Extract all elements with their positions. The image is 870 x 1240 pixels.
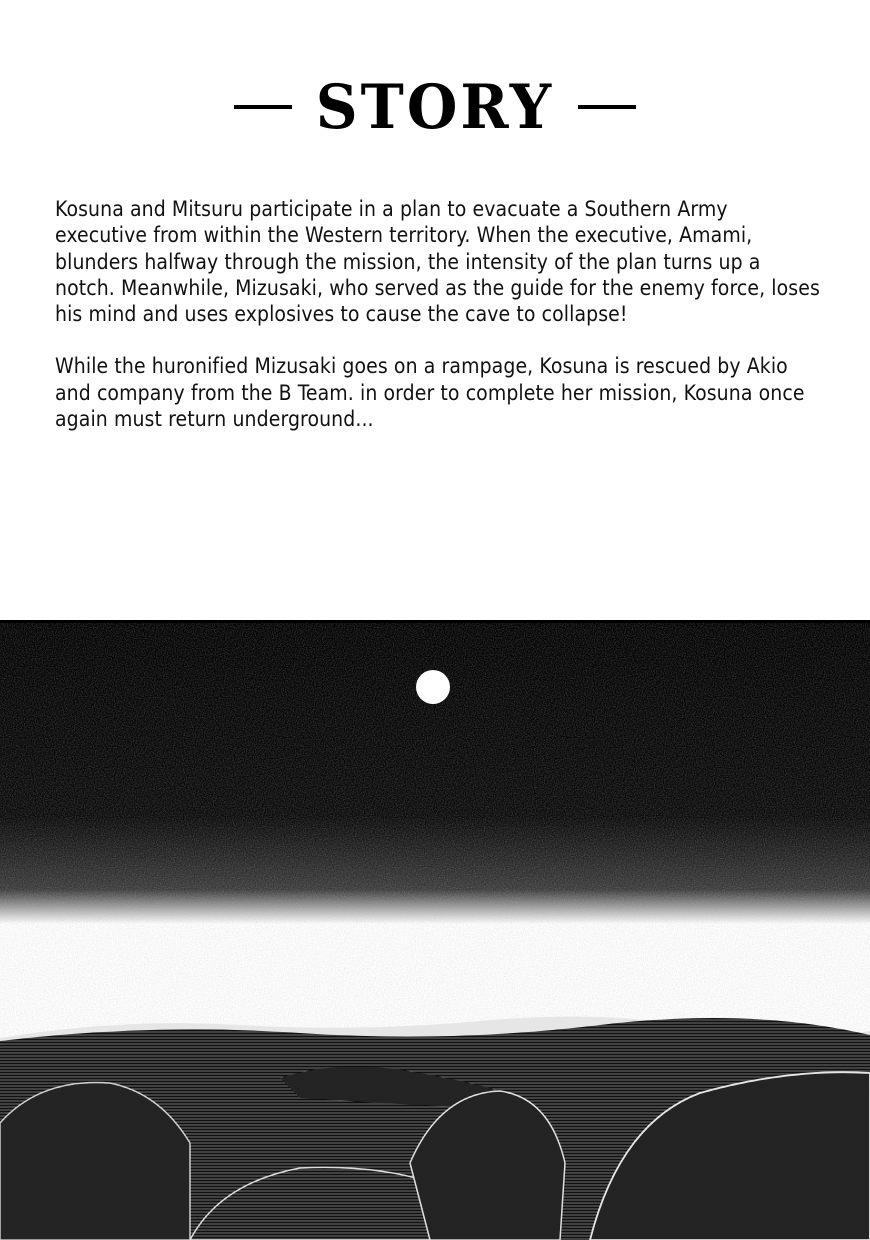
story-text bbox=[55, 196, 825, 458]
moon bbox=[416, 670, 450, 704]
story-header bbox=[0, 78, 870, 136]
left-dash bbox=[234, 105, 292, 109]
right-dash bbox=[578, 105, 636, 109]
story-paragraph-1: Kosuna and Mitsuru participate in a plan to evacuate a Southern Army executive from within the Western territory. When the executive, Amami, blunders halfway through the mission, the intensity of the plan turns up a notch. Meanwhile, Mizusaki, who served as the guide for the enemy force, loses his mind and uses explosives to cause the cave to collapse! bbox=[55, 196, 825, 327]
story-paragraph-2: While the huronified Mizusaki goes on a rampage, Kosuna is rescued by Akio and company from the B Team. in order to complete her mission, Kosuna once again must return underground... bbox=[55, 353, 825, 432]
landscape-image bbox=[0, 623, 870, 1240]
night-landscape-illustration bbox=[0, 620, 870, 1240]
page-title: STORY bbox=[316, 77, 554, 138]
